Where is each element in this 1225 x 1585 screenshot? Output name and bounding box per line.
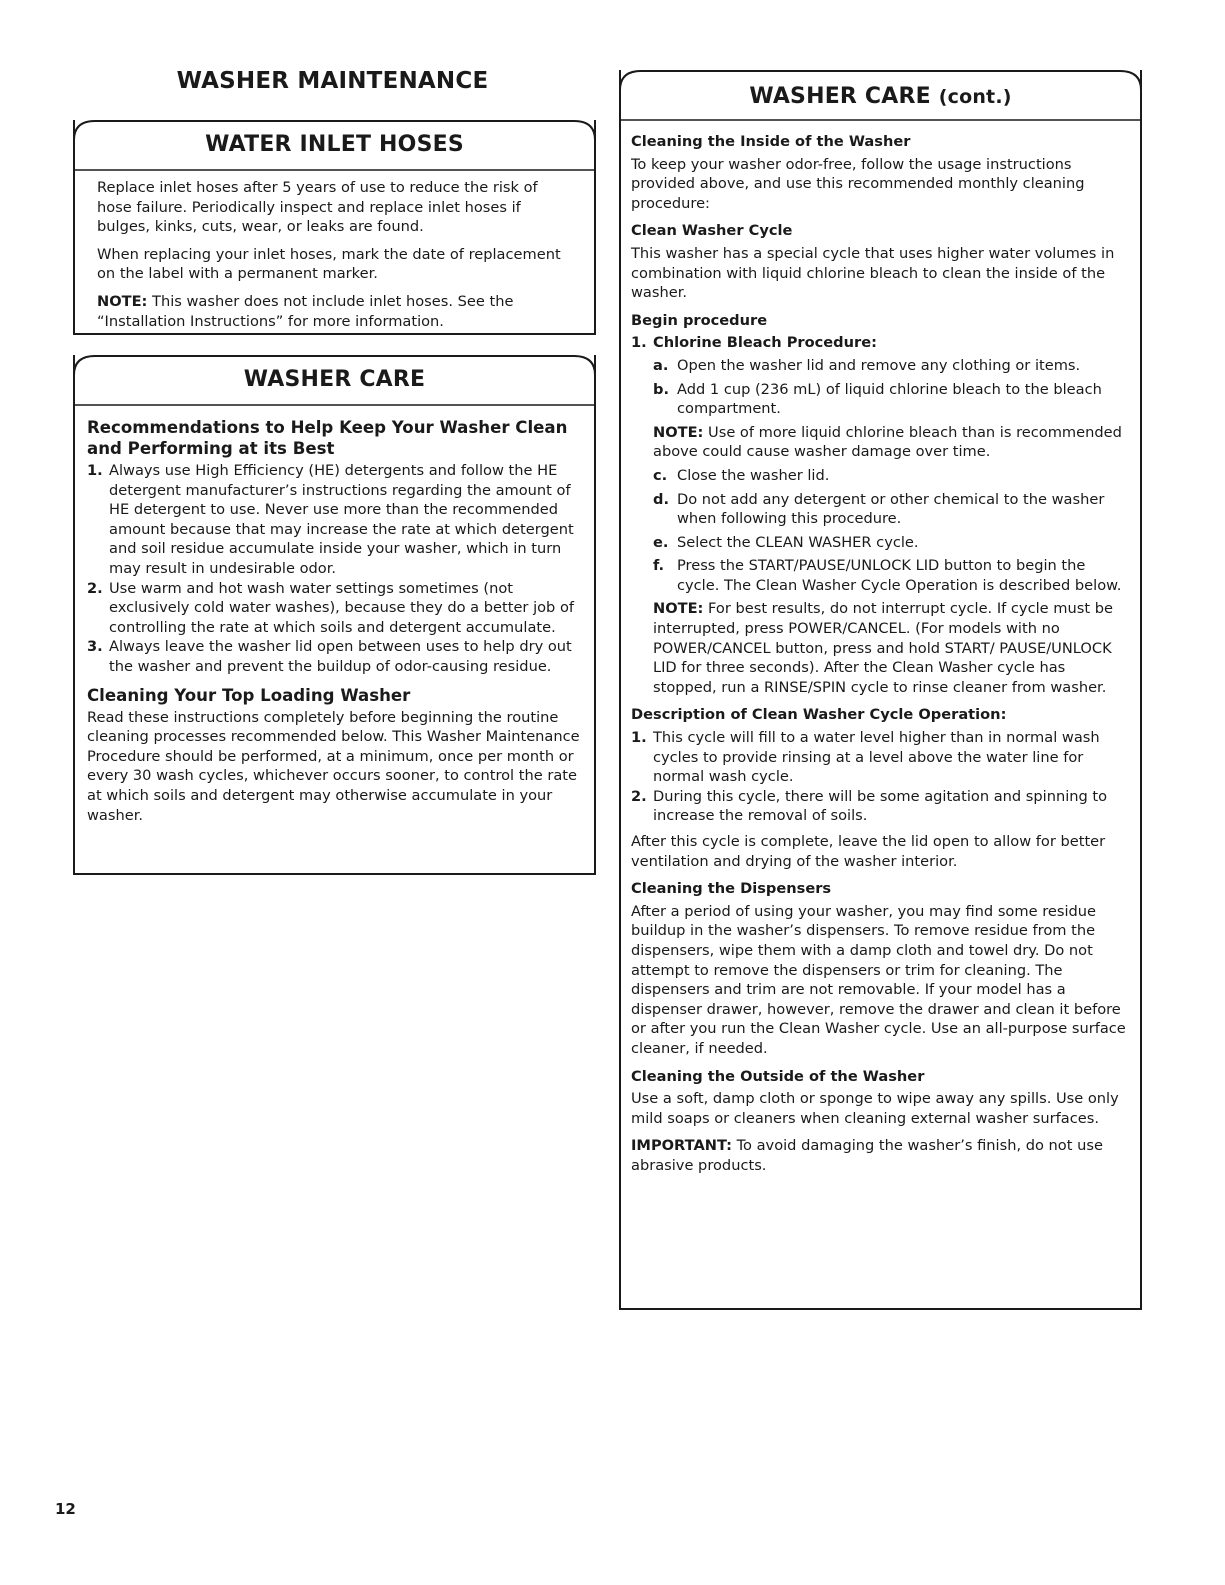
page-number: 12 <box>55 1500 76 1518</box>
step-letter: c. <box>653 466 668 484</box>
inside-heading: Cleaning the Inside of the Washer <box>631 133 911 150</box>
important-note: IMPORTANT: To avoid damaging the washer’s finish, do not use abrasive products. <box>631 1137 1103 1174</box>
inlet-hoses-section <box>73 120 596 335</box>
dispensers-paragraph: After a period of using your washer, you may find some residue buildup in the washer’s dispensers. To remove residue from the dispensers, wipe them with a damp cloth and towel dry. Do not attempt to remove the dispensers or trim for cleaning. The dispensers and trim are not removable. If your model has a dispenser drawer, however, remove the drawer and clean it before or after you run the Clean Washer cycle. Use an all-purpose surface cleaner, if needed. <box>631 902 1126 1057</box>
list-text: During this cycle, there will be some agitation and spinning to increase the removal of soils. <box>653 787 1108 825</box>
recommendations-list <box>87 461 582 677</box>
step-letter: f. <box>653 557 665 575</box>
list-text: Always leave the washer lid open between uses to help dry out the washer and prevent the buildup of odor-causing residue. <box>109 638 572 675</box>
bleach-steps-c-f <box>631 466 1130 596</box>
list-text: This cycle will fill to a water level higher than in normal wash cycles to provide rinsing at a level above the water line for normal wash cycle. <box>653 729 1100 786</box>
procedure-step <box>653 466 1130 486</box>
description-item <box>631 787 1130 826</box>
section-title: WASHER CARE <box>243 367 426 392</box>
begin-heading: Begin procedure <box>631 311 768 329</box>
list-number: 1. <box>631 729 647 747</box>
inlet-hoses-paragraph-1: Replace inlet hoses after 5 years of use to reduce the risk of hose failure. Periodically inspect and replace inlet hoses if bulges, kinks, cuts, wear, or leaks are found. <box>97 179 538 236</box>
description-list <box>631 728 1130 826</box>
outside-paragraph: Use a soft, damp cloth or sponge to wipe away any spills. Use only mild soaps or cleaners when cleaning external washer surfaces. <box>631 1090 1119 1127</box>
interrupt-note: NOTE: For best results, do not interrupt cycle. If cycle must be interrupted, press POWER/CANCEL. (For models with no POWER/CANCEL button, press and hold START/ PAUSE/UNLOCK LID for three seconds). After the Clean Washer cycle has stopped, run a RINSE/SPIN cycle to rinse cleaner from washer. <box>653 600 1113 696</box>
clean-cycle-paragraph: This washer has a special cycle that uses higher water volumes in combination with liquid chlorine bleach to clean the inside of the washer. <box>631 244 1115 302</box>
recommendation-item <box>87 461 582 579</box>
inlet-hoses-note <box>97 292 572 331</box>
step-letter: a. <box>653 356 669 374</box>
list-text: Always use High Efficiency (HE) detergents and follow the HE detergent manufacturer’s instructions regarding the amount of HE detergent to use. Never use more than the recommended amount because that may increase the rate at which detergent and soil residue accumulate inside your washer, which in turn may result in undesirable odor. <box>109 462 574 577</box>
after-cycle-paragraph: After this cycle is complete, leave the lid open to allow for better ventilation and drying of the washer interior. <box>631 833 1106 870</box>
procedure-step <box>653 380 1130 419</box>
inside-paragraph: To keep your washer odor-free, follow the usage instructions provided above, and use this recommended monthly cleaning procedure: <box>631 155 1085 212</box>
procedure-step <box>653 490 1130 529</box>
recommendation-item <box>87 637 582 676</box>
bleach-steps-a-b <box>631 356 1130 419</box>
step-letter: e. <box>653 533 669 551</box>
inlet-hoses-paragraph-2: When replacing your inlet hoses, mark the date of replacement on the label with a permanent marker. <box>97 245 561 283</box>
step-text: Select the CLEAN WASHER cycle. <box>677 533 919 551</box>
list-number: 2. <box>87 579 103 597</box>
note-label: NOTE: <box>97 292 148 310</box>
step-letter: d. <box>653 490 669 508</box>
note-text: This washer does not include inlet hoses. See the “Installation Instructions” for more information. <box>97 292 514 330</box>
step-text: Close the washer lid. <box>677 466 830 484</box>
section-title: WATER INLET HOSES <box>205 132 464 157</box>
clean-cycle-heading: Clean Washer Cycle <box>631 222 793 240</box>
list-text: Use warm and hot wash water settings sometimes (not exclusively cold water washes), because they do a better job of controlling the rate at which soils and detergent accumulate. <box>109 579 575 636</box>
page-title: WASHER MAINTENANCE <box>176 68 489 94</box>
description-heading: Description of Clean Washer Cycle Operation: <box>631 706 1007 724</box>
recommendation-item <box>87 579 582 638</box>
bleach-note: NOTE: Use of more liquid chlorine bleach than is recommended above could cause washer damage over time. <box>653 423 1122 461</box>
step-text: Open the washer lid and remove any clothing or items. <box>677 356 1081 374</box>
procedure-step <box>653 533 1130 553</box>
washer-care-section <box>73 355 596 875</box>
step-letter: b. <box>653 380 669 398</box>
list-number: 2. <box>631 787 647 805</box>
step-text: Press the START/PAUSE/UNLOCK LID button to begin the cycle. The Clean Washer Cycle Operation is described below. <box>677 557 1122 594</box>
step-text: Do not add any detergent or other chemical to the washer when following this procedure. <box>677 490 1105 528</box>
step-text: Add 1 cup (236 mL) of liquid chlorine bleach to the bleach compartment. <box>677 380 1102 418</box>
dispensers-heading: Cleaning the Dispensers <box>631 880 832 898</box>
description-item <box>631 728 1130 787</box>
cleaning-paragraph: Read these instructions completely before beginning the routine cleaning processes recommended below. This Washer Maintenance Procedure should be performed, at a minimum, once per month or every 30 wash cycles, whichever occurs sooner, to control the rate at which soils and detergent may otherwise accumulate in your washer. <box>87 708 580 824</box>
list-number: 3. <box>87 638 103 656</box>
bleach-heading: 1. Chlorine Bleach Procedure: <box>631 334 877 352</box>
outside-heading: Cleaning the Outside of the Washer <box>631 1067 925 1085</box>
procedure-step <box>653 356 1130 376</box>
section-title: WASHER CARE (cont.) <box>749 84 1012 109</box>
list-number: 1. <box>87 462 103 479</box>
washer-care-cont-section <box>619 70 1142 1310</box>
cleaning-heading: Cleaning Your Top Loading Washer <box>87 685 411 705</box>
procedure-step <box>653 556 1130 595</box>
recommendations-heading: Recommendations to Help Keep Your Washer Clean and Performing at its Best <box>87 418 568 458</box>
